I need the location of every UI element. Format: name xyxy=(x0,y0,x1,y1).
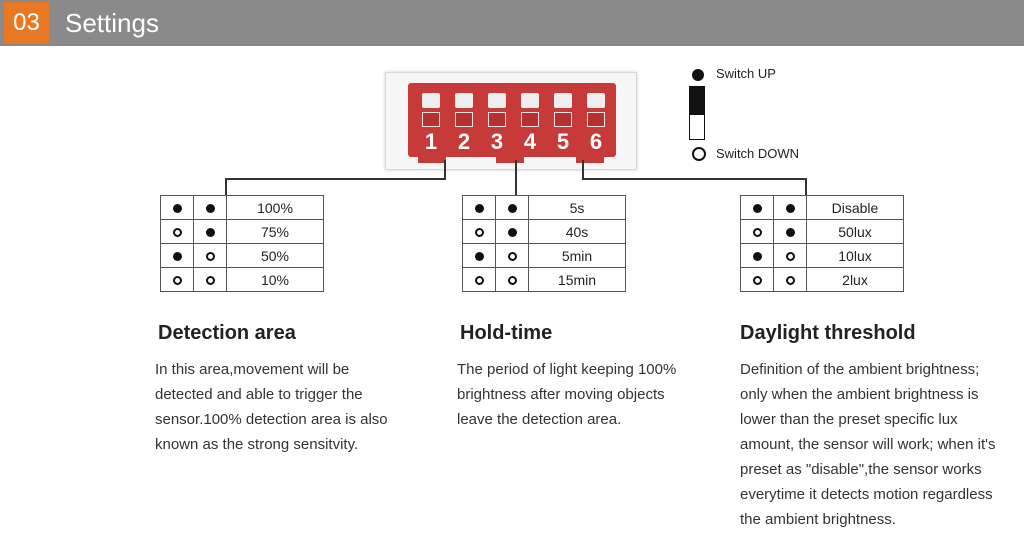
switch-down-dot-icon xyxy=(692,147,706,161)
switch-down-dot-icon xyxy=(508,252,517,261)
switch-up-dot-icon xyxy=(475,252,484,261)
switch-up-dot-icon xyxy=(173,252,182,261)
table-row xyxy=(463,244,626,268)
dip-switch-number: 6 xyxy=(589,129,603,154)
switch-up-dot-icon xyxy=(206,204,215,213)
table-row xyxy=(161,220,324,244)
switch-up-dot-icon xyxy=(692,69,704,81)
switch-up-label: Switch UP xyxy=(716,66,776,81)
table-row xyxy=(741,220,904,244)
switch-up-dot-icon xyxy=(508,228,517,237)
table-row xyxy=(741,196,904,220)
section-title: Settings xyxy=(65,8,159,38)
dip-switch-lever-6 xyxy=(587,93,605,127)
switch-up-dot-icon xyxy=(753,252,762,261)
hold-time-table xyxy=(462,195,626,292)
table-row xyxy=(741,268,904,292)
switch-down-dot-icon xyxy=(508,276,517,285)
detection-area-table xyxy=(160,195,324,292)
switch-down-dot-icon xyxy=(173,276,182,285)
daylight-threshold-description: Definition of the ambient brightness; only when the ambient brightness is lower than the preset specific lux amount, the sensor will work; when it's preset as "disable",the sensor works everytime it detects motion regardless the ambient brightness. xyxy=(740,361,996,528)
table-value: 100% xyxy=(227,196,324,220)
dip-switch-number: 3 xyxy=(490,129,504,154)
dip-switch-lever-2 xyxy=(455,93,473,127)
table-value: 2lux xyxy=(807,268,904,292)
switch-down-dot-icon xyxy=(786,276,795,285)
connector-line xyxy=(444,160,446,180)
table-value: 5s xyxy=(529,196,626,220)
switch-up-dot-icon xyxy=(753,204,762,213)
switch-down-dot-icon xyxy=(206,252,215,261)
switch-up-dot-icon xyxy=(786,204,795,213)
dip-switch-lever-5 xyxy=(554,93,572,127)
dip-switch-lever-1 xyxy=(422,93,440,127)
switch-up-dot-icon xyxy=(475,204,484,213)
table-row xyxy=(161,268,324,292)
table-row xyxy=(161,196,324,220)
switch-down-label: Switch DOWN xyxy=(716,146,800,161)
connector-line xyxy=(582,178,807,180)
switch-state-icon xyxy=(689,86,705,140)
switch-down-dot-icon xyxy=(475,276,484,285)
switch-up-dot-icon xyxy=(508,204,517,213)
dip-switch-body xyxy=(408,83,616,157)
hold-time-title: Hold-time xyxy=(460,322,553,344)
dip-switch-number: 5 xyxy=(556,129,570,154)
table-row xyxy=(463,220,626,244)
switch-up-dot-icon xyxy=(206,228,215,237)
table-value: 10lux xyxy=(807,244,904,268)
daylight-threshold-title: Daylight threshold xyxy=(740,322,916,344)
table-value: 15min xyxy=(529,268,626,292)
table-value: 75% xyxy=(227,220,324,244)
connector-line xyxy=(805,178,807,196)
connector-line xyxy=(515,160,517,196)
connector-line xyxy=(225,178,446,180)
dip-switch-tab xyxy=(496,157,524,163)
table-row xyxy=(463,268,626,292)
table-row xyxy=(741,244,904,268)
dip-switch-number: 1 xyxy=(424,129,438,154)
connector-line xyxy=(225,178,227,196)
hold-time-description: The period of light keeping 100% brightness after moving objects leave the detection area. xyxy=(457,361,677,428)
table-value: 40s xyxy=(529,220,626,244)
switch-down-dot-icon xyxy=(753,276,762,285)
switch-up-dot-icon xyxy=(173,204,182,213)
table-value: 5min xyxy=(529,244,626,268)
switch-down-dot-icon xyxy=(475,228,484,237)
dip-switch xyxy=(385,72,637,170)
table-value: 50lux xyxy=(807,220,904,244)
connector-line xyxy=(582,160,584,180)
detection-area-description: In this area,movement will be detected and able to trigger the sensor.100% detection area is also known as the strong sensitvity. xyxy=(155,361,388,453)
table-value: Disable xyxy=(807,196,904,220)
switch-down-dot-icon xyxy=(206,276,215,285)
table-value: 10% xyxy=(227,268,324,292)
table-value: 50% xyxy=(227,244,324,268)
dip-switch-lever-4 xyxy=(521,93,539,127)
section-header xyxy=(0,0,1024,46)
section-number: 03 xyxy=(4,2,49,44)
table-row xyxy=(161,244,324,268)
detection-area-title: Detection area xyxy=(158,322,296,344)
table-row xyxy=(463,196,626,220)
dip-switch-lever-3 xyxy=(488,93,506,127)
daylight-threshold-table xyxy=(740,195,904,292)
dip-switch-number: 4 xyxy=(523,129,537,154)
switch-down-dot-icon xyxy=(786,252,795,261)
switch-down-dot-icon xyxy=(173,228,182,237)
dip-switch-number: 2 xyxy=(457,129,471,154)
dip-switch-tab xyxy=(576,157,604,163)
dip-switch-tab xyxy=(418,157,446,163)
switch-up-dot-icon xyxy=(786,228,795,237)
switch-down-dot-icon xyxy=(753,228,762,237)
